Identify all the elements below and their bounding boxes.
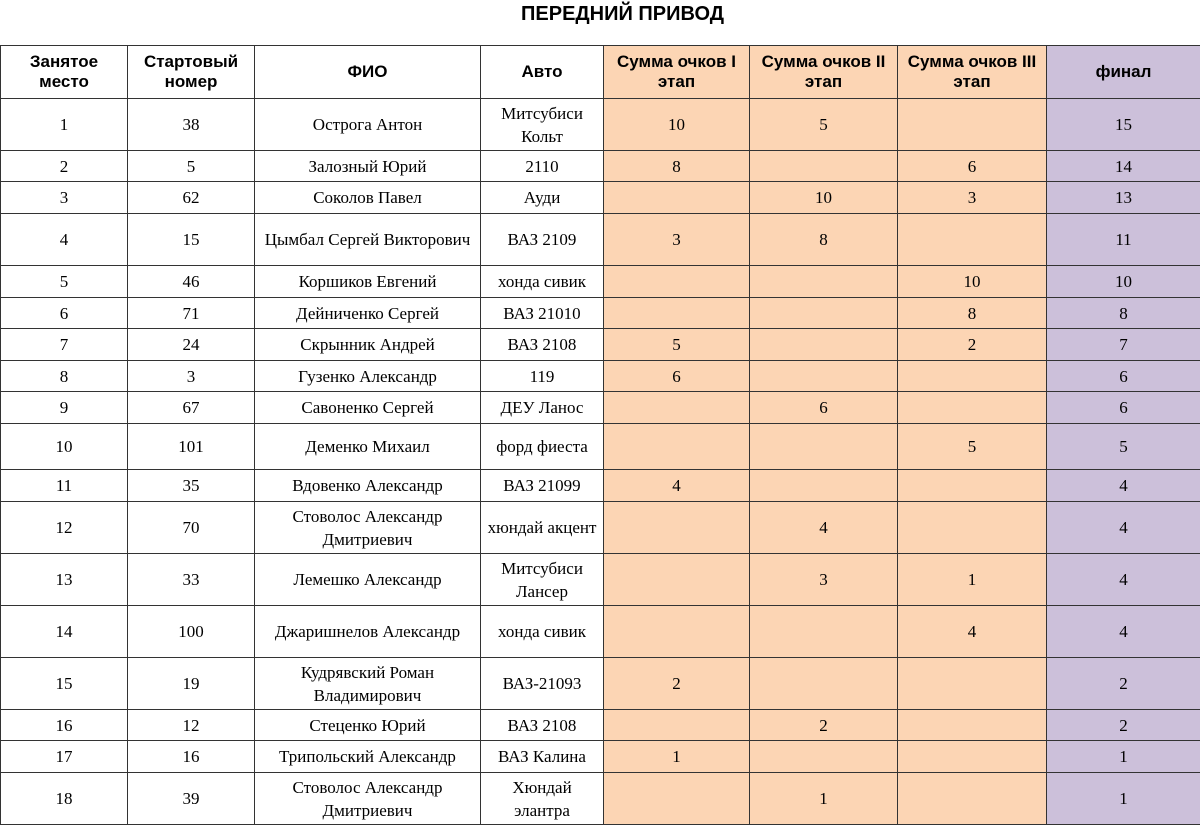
cell-name: Дейниченко Сергей xyxy=(255,298,481,329)
table-row xyxy=(1,470,1200,502)
cell-start-number: 5 xyxy=(128,151,255,182)
cell-start-number: 70 xyxy=(128,502,255,554)
cell-car: 119 xyxy=(481,361,604,392)
cell-name: Залозный Юрий xyxy=(255,151,481,182)
table-row xyxy=(1,361,1200,392)
cell-place: 3 xyxy=(1,182,128,214)
header-car: Авто xyxy=(481,46,604,99)
cell-stage3 xyxy=(898,99,1047,151)
cell-stage2: 5 xyxy=(750,99,898,151)
cell-stage3 xyxy=(898,392,1047,424)
cell-name: Стеценко Юрий xyxy=(255,710,481,741)
cell-name: Стоволос Александр Дмитриевич xyxy=(255,773,481,825)
cell-start-number: 15 xyxy=(128,214,255,266)
page-title: ПЕРЕДНИЙ ПРИВОД xyxy=(521,3,724,25)
cell-start-number: 24 xyxy=(128,329,255,361)
cell-place: 13 xyxy=(1,554,128,606)
table-row xyxy=(1,773,1200,825)
cell-car: форд фиеста xyxy=(481,424,604,470)
cell-final: 2 xyxy=(1047,658,1200,710)
cell-start-number: 100 xyxy=(128,606,255,658)
cell-car: хонда сивик xyxy=(481,606,604,658)
cell-stage3: 2 xyxy=(898,329,1047,361)
cell-place: 6 xyxy=(1,298,128,329)
cell-name: Соколов Павел xyxy=(255,182,481,214)
cell-stage3: 3 xyxy=(898,182,1047,214)
table-row xyxy=(1,182,1200,214)
cell-stage2 xyxy=(750,658,898,710)
table-row xyxy=(1,392,1200,424)
cell-stage2 xyxy=(750,266,898,298)
header-stage1: Сумма очков I этап xyxy=(604,46,750,99)
table-row xyxy=(1,606,1200,658)
cell-stage1 xyxy=(604,554,750,606)
table-row xyxy=(1,214,1200,266)
cell-name: Коршиков Евгений xyxy=(255,266,481,298)
cell-name: Джаришнелов Александр xyxy=(255,606,481,658)
cell-name: Савоненко Сергей xyxy=(255,392,481,424)
cell-final: 15 xyxy=(1047,99,1200,151)
cell-stage1: 10 xyxy=(604,99,750,151)
cell-stage3 xyxy=(898,502,1047,554)
cell-place: 15 xyxy=(1,658,128,710)
cell-final: 6 xyxy=(1047,361,1200,392)
cell-stage1: 1 xyxy=(604,741,750,773)
cell-final: 1 xyxy=(1047,773,1200,825)
results-body xyxy=(1,99,1200,825)
cell-stage3: 6 xyxy=(898,151,1047,182)
cell-place: 2 xyxy=(1,151,128,182)
cell-name: Острога Антон xyxy=(255,99,481,151)
cell-stage3 xyxy=(898,658,1047,710)
cell-start-number: 35 xyxy=(128,470,255,502)
cell-stage1 xyxy=(604,266,750,298)
header-row xyxy=(1,46,1200,99)
cell-stage2: 4 xyxy=(750,502,898,554)
cell-name: Стоволос Александр Дмитриевич xyxy=(255,502,481,554)
cell-stage3: 5 xyxy=(898,424,1047,470)
cell-final: 4 xyxy=(1047,554,1200,606)
cell-car: хонда сивик xyxy=(481,266,604,298)
cell-car: ДЕУ Ланос xyxy=(481,392,604,424)
cell-car: Митсубиси Лансер xyxy=(481,554,604,606)
cell-stage1 xyxy=(604,182,750,214)
cell-stage2: 6 xyxy=(750,392,898,424)
cell-name: Гузенко Александр xyxy=(255,361,481,392)
cell-place: 8 xyxy=(1,361,128,392)
cell-final: 1 xyxy=(1047,741,1200,773)
cell-stage1: 6 xyxy=(604,361,750,392)
table-row xyxy=(1,266,1200,298)
cell-stage1 xyxy=(604,392,750,424)
cell-start-number: 33 xyxy=(128,554,255,606)
cell-car: ВАЗ 2108 xyxy=(481,329,604,361)
header-start-number: Стартовый номер xyxy=(128,46,255,99)
table-row xyxy=(1,502,1200,554)
cell-stage3 xyxy=(898,361,1047,392)
cell-stage3 xyxy=(898,214,1047,266)
table-row xyxy=(1,741,1200,773)
cell-start-number: 67 xyxy=(128,392,255,424)
cell-stage3: 8 xyxy=(898,298,1047,329)
cell-stage1: 5 xyxy=(604,329,750,361)
cell-stage2 xyxy=(750,151,898,182)
cell-car: ВАЗ-21093 xyxy=(481,658,604,710)
cell-final: 5 xyxy=(1047,424,1200,470)
cell-start-number: 46 xyxy=(128,266,255,298)
cell-stage1: 4 xyxy=(604,470,750,502)
cell-stage2: 2 xyxy=(750,710,898,741)
cell-place: 11 xyxy=(1,470,128,502)
cell-stage2 xyxy=(750,470,898,502)
cell-final: 13 xyxy=(1047,182,1200,214)
cell-stage2: 1 xyxy=(750,773,898,825)
cell-stage2 xyxy=(750,361,898,392)
cell-car: 2110 xyxy=(481,151,604,182)
cell-stage1 xyxy=(604,502,750,554)
cell-stage2: 8 xyxy=(750,214,898,266)
header-stage3: Сумма очков III этап xyxy=(898,46,1047,99)
cell-place: 1 xyxy=(1,99,128,151)
cell-place: 7 xyxy=(1,329,128,361)
cell-stage3 xyxy=(898,741,1047,773)
cell-stage2: 10 xyxy=(750,182,898,214)
cell-start-number: 71 xyxy=(128,298,255,329)
cell-stage1: 2 xyxy=(604,658,750,710)
table-row xyxy=(1,554,1200,606)
cell-place: 10 xyxy=(1,424,128,470)
cell-place: 9 xyxy=(1,392,128,424)
cell-final: 8 xyxy=(1047,298,1200,329)
table-row xyxy=(1,424,1200,470)
cell-place: 14 xyxy=(1,606,128,658)
cell-car: ВАЗ 21010 xyxy=(481,298,604,329)
cell-final: 14 xyxy=(1047,151,1200,182)
cell-place: 17 xyxy=(1,741,128,773)
cell-final: 7 xyxy=(1047,329,1200,361)
header-name: ФИО xyxy=(255,46,481,99)
cell-place: 5 xyxy=(1,266,128,298)
cell-final: 6 xyxy=(1047,392,1200,424)
cell-name: Скрынник Андрей xyxy=(255,329,481,361)
cell-final: 10 xyxy=(1047,266,1200,298)
cell-start-number: 38 xyxy=(128,99,255,151)
cell-start-number: 16 xyxy=(128,741,255,773)
table-row xyxy=(1,329,1200,361)
cell-start-number: 12 xyxy=(128,710,255,741)
cell-final: 11 xyxy=(1047,214,1200,266)
cell-stage2 xyxy=(750,424,898,470)
cell-stage3 xyxy=(898,773,1047,825)
cell-stage1 xyxy=(604,773,750,825)
cell-stage3: 4 xyxy=(898,606,1047,658)
table-row xyxy=(1,710,1200,741)
table-row xyxy=(1,658,1200,710)
cell-stage2 xyxy=(750,606,898,658)
header-stage2: Сумма очков II этап xyxy=(750,46,898,99)
cell-stage1: 8 xyxy=(604,151,750,182)
cell-stage3 xyxy=(898,470,1047,502)
cell-place: 12 xyxy=(1,502,128,554)
cell-stage1 xyxy=(604,710,750,741)
cell-name: Лемешко Александр xyxy=(255,554,481,606)
cell-name: Кудрявский Роман Владимирович xyxy=(255,658,481,710)
header-place: Занятое место xyxy=(1,46,128,99)
table-row xyxy=(1,99,1200,151)
cell-stage2 xyxy=(750,741,898,773)
cell-name: Цымбал Сергей Викторович xyxy=(255,214,481,266)
cell-stage2 xyxy=(750,329,898,361)
cell-name: Трипольский Александр xyxy=(255,741,481,773)
cell-stage1 xyxy=(604,606,750,658)
cell-final: 4 xyxy=(1047,606,1200,658)
cell-car: ВАЗ Калина xyxy=(481,741,604,773)
cell-car: Хюндай элантра xyxy=(481,773,604,825)
cell-car: ВАЗ 21099 xyxy=(481,470,604,502)
cell-stage3: 10 xyxy=(898,266,1047,298)
results-table xyxy=(0,45,1200,825)
cell-final: 4 xyxy=(1047,502,1200,554)
cell-car: хюндай акцент xyxy=(481,502,604,554)
cell-stage3: 1 xyxy=(898,554,1047,606)
cell-car: Митсубиси Кольт xyxy=(481,99,604,151)
table-row xyxy=(1,298,1200,329)
cell-stage1 xyxy=(604,298,750,329)
cell-stage1: 3 xyxy=(604,214,750,266)
cell-car: ВАЗ 2109 xyxy=(481,214,604,266)
cell-stage1 xyxy=(604,424,750,470)
cell-place: 16 xyxy=(1,710,128,741)
cell-start-number: 39 xyxy=(128,773,255,825)
cell-start-number: 101 xyxy=(128,424,255,470)
cell-place: 4 xyxy=(1,214,128,266)
cell-final: 2 xyxy=(1047,710,1200,741)
cell-stage2 xyxy=(750,298,898,329)
cell-start-number: 62 xyxy=(128,182,255,214)
cell-final: 4 xyxy=(1047,470,1200,502)
cell-name: Вдовенко Александр xyxy=(255,470,481,502)
cell-name: Деменко Михаил xyxy=(255,424,481,470)
cell-start-number: 3 xyxy=(128,361,255,392)
cell-start-number: 19 xyxy=(128,658,255,710)
header-final: финал xyxy=(1047,46,1200,99)
cell-stage3 xyxy=(898,710,1047,741)
cell-place: 18 xyxy=(1,773,128,825)
cell-car: ВАЗ 2108 xyxy=(481,710,604,741)
table-row xyxy=(1,151,1200,182)
cell-car: Ауди xyxy=(481,182,604,214)
cell-stage2: 3 xyxy=(750,554,898,606)
